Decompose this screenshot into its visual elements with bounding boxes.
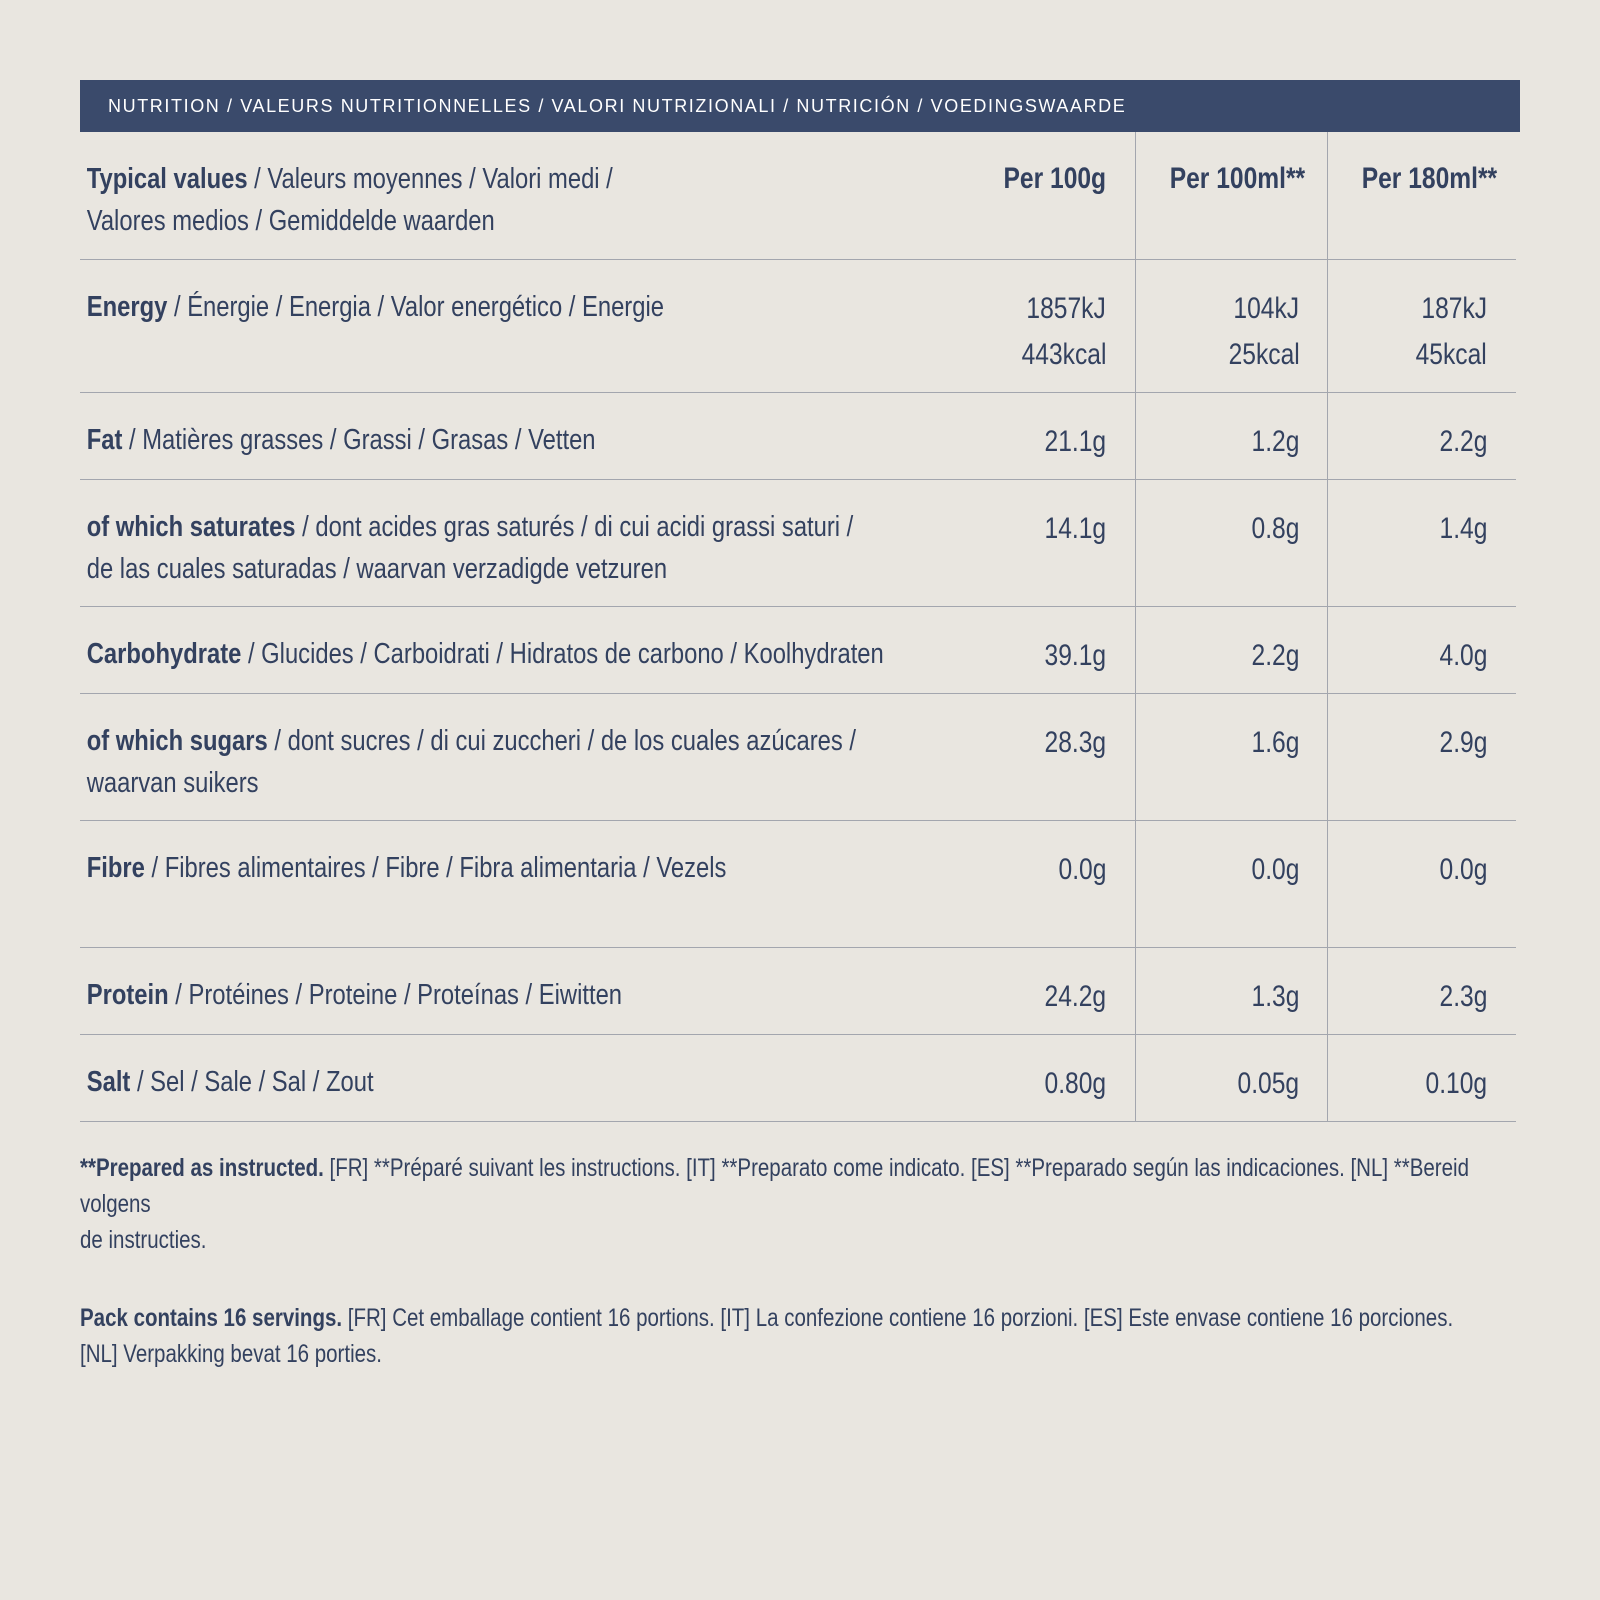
row-value-per100g: 0.80g bbox=[1044, 1067, 1106, 1100]
row-value-per180ml: 4.0g bbox=[1439, 639, 1487, 672]
table-header-row bbox=[80, 132, 1516, 259]
row-value-per100g: 28.3g bbox=[1044, 726, 1106, 759]
row-value-per100g: 1857kJ 443kcal bbox=[1021, 291, 1106, 371]
nutrition-panel bbox=[80, 80, 1520, 1414]
table-row bbox=[80, 948, 1516, 1035]
row-label: Fibre / Fibres alimentaires / Fibre / Fibra alimentaria / Vezels bbox=[86, 852, 727, 884]
header-label-bold: Typical values bbox=[86, 163, 248, 195]
row-label: of which saturates / dont acides gras saturés / di cui acidi grassi saturi / de las cuales saturadas / waarvan verzadigde vetzuren bbox=[86, 511, 854, 585]
row-value-per180ml: 2.9g bbox=[1439, 726, 1487, 759]
row-label: of which sugars / dont sucres / di cui zuccheri / de los cuales azúcares / waarvan suikers bbox=[86, 725, 856, 799]
header-per100ml-cell bbox=[1135, 132, 1327, 259]
table-row bbox=[80, 480, 1516, 607]
row-label: Salt / Sel / Sale / Sal / Zout bbox=[86, 1066, 374, 1098]
table-row bbox=[80, 1035, 1516, 1122]
row-value-per100ml: 0.0g bbox=[1251, 853, 1300, 886]
row-value-per100g: 14.1g bbox=[1044, 512, 1106, 545]
header-per100ml: Per 100ml** bbox=[1170, 162, 1306, 195]
row-value-per180ml: 1.4g bbox=[1439, 512, 1487, 545]
table-row bbox=[80, 260, 1516, 393]
header-label-rest: / Valeurs moyennes / Valori medi / bbox=[247, 163, 613, 195]
footnotes bbox=[80, 1150, 1540, 1372]
row-value-per180ml: 2.3g bbox=[1439, 980, 1487, 1013]
row-value-per100g: 24.2g bbox=[1044, 980, 1106, 1013]
nutrition-banner: NUTRITION / VALEURS NUTRITIONNELLES / VALORI NUTRIZIONALI / NUTRICIÓN / VOEDINGSWAARDE bbox=[80, 80, 1520, 132]
row-value-per100g: 0.0g bbox=[1058, 853, 1106, 886]
row-value-per180ml: 0.10g bbox=[1425, 1067, 1487, 1100]
prepared-note: **Prepared as instructed. [FR] **Préparé suivant les instructions. [IT] **Preparato come indicato. [ES] **Preparado según las indicaciones. [NL] **Bereid volgens de instructies. bbox=[80, 1154, 1469, 1254]
row-value-per180ml: 187kJ 45kcal bbox=[1415, 291, 1487, 371]
row-label: Fat / Matières grasses / Grassi / Grasas / Vetten bbox=[86, 424, 596, 456]
row-value-per100ml: 0.8g bbox=[1251, 512, 1300, 545]
row-value-per100ml: 0.05g bbox=[1237, 1067, 1300, 1100]
row-value-per100ml: 1.3g bbox=[1251, 980, 1300, 1013]
row-value-per100g: 21.1g bbox=[1044, 425, 1106, 458]
row-value-per100ml: 1.6g bbox=[1251, 726, 1300, 759]
header-label-line2: Valores medios / Gemiddelde waarden bbox=[86, 205, 495, 237]
row-value-per100ml: 1.2g bbox=[1251, 425, 1300, 458]
header-per180ml: Per 180ml** bbox=[1361, 162, 1497, 195]
header-per180ml-cell bbox=[1327, 132, 1516, 259]
row-value-per100g: 39.1g bbox=[1044, 639, 1106, 672]
row-label: Protein / Protéines / Proteine / Proteínas / Eiwitten bbox=[86, 979, 623, 1011]
nutrition-rows bbox=[80, 260, 1516, 1123]
header-label-cell bbox=[80, 132, 1135, 259]
nutrition-table bbox=[80, 132, 1516, 260]
table-row bbox=[80, 694, 1516, 821]
row-value-per180ml: 0.0g bbox=[1439, 853, 1487, 886]
table-row bbox=[80, 821, 1516, 948]
header-per100g: Per 100g bbox=[1003, 162, 1107, 195]
row-value-per180ml: 2.2g bbox=[1439, 425, 1487, 458]
table-row bbox=[80, 607, 1516, 694]
row-value-per100ml: 104kJ 25kcal bbox=[1228, 291, 1300, 371]
row-label: Carbohydrate / Glucides / Carboidrati / Hidratos de carbono / Koolhydraten bbox=[86, 638, 884, 670]
pack-note: Pack contains 16 servings. [FR] Cet emballage contient 16 portions. [IT] La confezione contiene 16 porzioni. [ES] Este envase contiene 16 porciones. [NL] Verpakking bevat 16 porties. bbox=[80, 1304, 1454, 1368]
row-value-per100ml: 2.2g bbox=[1251, 639, 1300, 672]
row-label: Energy / Énergie / Energia / Valor energético / Energie bbox=[86, 290, 664, 323]
table-row bbox=[80, 393, 1516, 480]
